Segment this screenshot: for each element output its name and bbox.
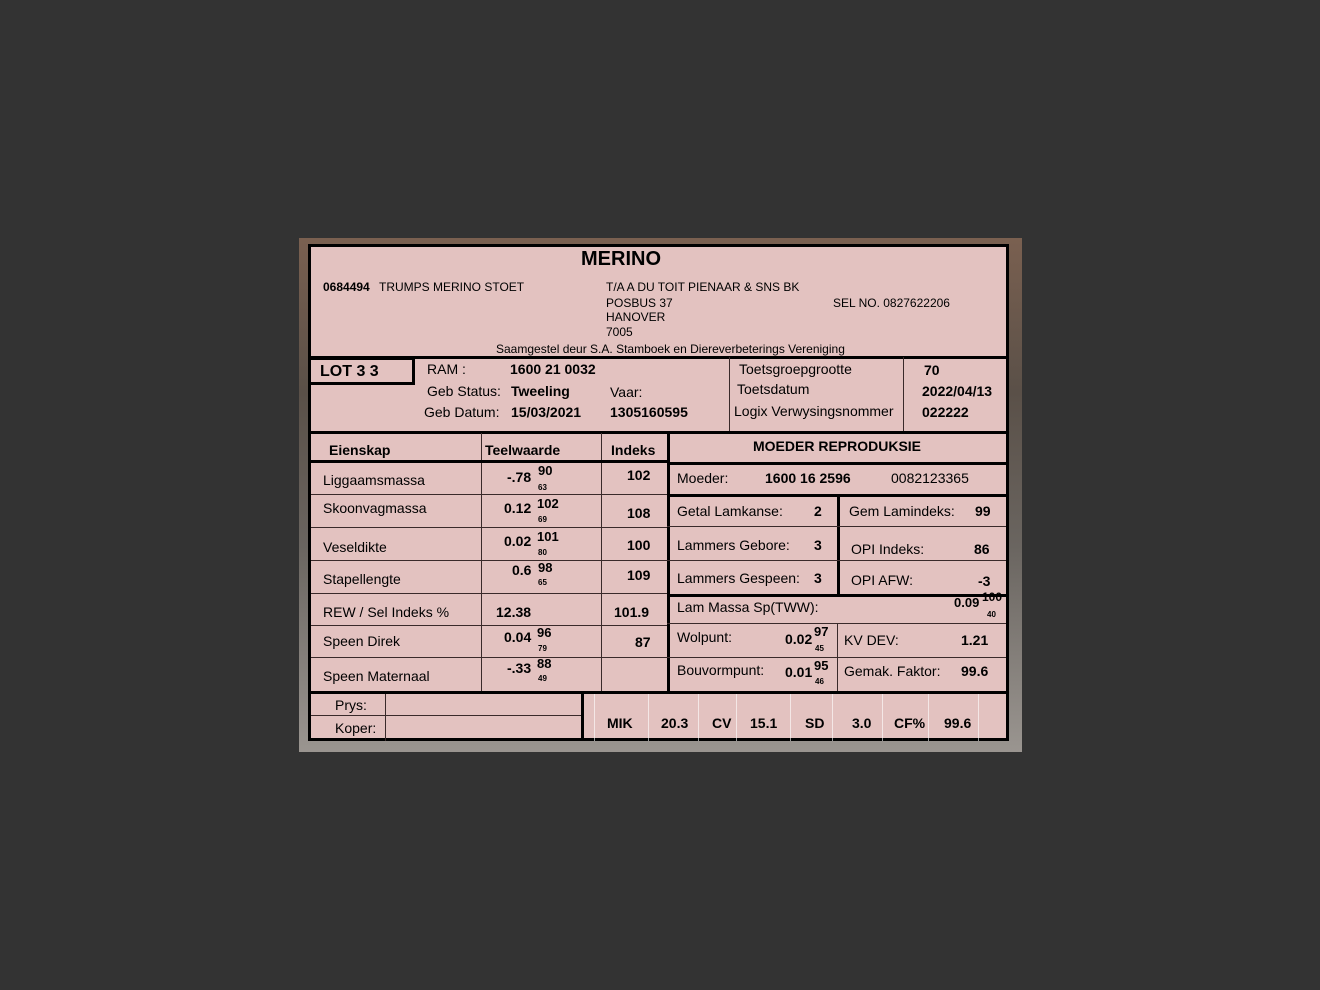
wool-stat-value: 3.0	[852, 715, 872, 731]
sire-label: Vaar:	[610, 384, 643, 400]
test-date-value: 2022/04/13	[922, 383, 993, 399]
trait-name: Skoonvagmassa	[323, 500, 427, 516]
owner-name: T/A A DU TOIT PIENAAR & SNS BK	[606, 280, 800, 294]
lambs-born-value: 3	[814, 537, 822, 553]
wool-point-superscript: 97	[814, 624, 829, 639]
trait-superscript: 96	[537, 625, 552, 640]
lamb-chances-value: 2	[814, 503, 822, 519]
reference-label: Logix Verwysingsnommer	[734, 403, 894, 419]
test-group-label: Toetsgroepgrootte	[739, 361, 852, 377]
lambs-weaned-value: 3	[814, 570, 822, 586]
conformation-point-value: 0.01	[785, 664, 813, 680]
trait-subscript: 65	[538, 578, 547, 587]
divider	[903, 357, 904, 431]
compiled-by: Saamgestel deur S.A. Stamboek en Diereverbeterings Vereniging	[496, 342, 845, 356]
sire-id: 1305160595	[610, 404, 688, 420]
opi-afw-value: -3	[978, 573, 991, 589]
avg-lamb-index-value: 99	[975, 503, 991, 519]
opi-afw-label: OPI AFW:	[851, 572, 913, 588]
trait-superscript: 90	[538, 463, 553, 478]
trait-header: Eienskap	[329, 442, 391, 458]
trait-subscript: 79	[538, 644, 547, 653]
value-header: Teelwaarde	[485, 442, 561, 458]
address-line-1: POSBUS 37	[606, 296, 673, 310]
wool-stat-value: 15.1	[750, 715, 778, 731]
lamb-mass-value: 0.09	[954, 595, 980, 610]
lamb-chances-label: Getal Lamkanse:	[677, 503, 783, 519]
ease-factor-value: 99.6	[961, 663, 989, 679]
trait-superscript: 98	[538, 560, 553, 575]
wool-point-label: Wolpunt:	[677, 629, 732, 645]
divider	[667, 462, 1006, 465]
test-date-label: Toetsdatum	[737, 381, 810, 397]
trait-subscript: 80	[538, 548, 547, 557]
conformation-point-superscript: 95	[814, 658, 829, 673]
kv-dev-value: 1.21	[961, 632, 989, 648]
trait-index: 102	[627, 467, 651, 483]
trait-value: -.78	[507, 469, 532, 485]
birth-status-label: Geb Status:	[427, 383, 501, 399]
trait-index: 100	[627, 537, 651, 553]
trait-superscript: 101	[537, 529, 559, 544]
lamb-mass-label: Lam Massa Sp(TWW):	[677, 599, 819, 615]
test-group-value: 70	[924, 362, 940, 378]
wool-point-value: 0.02	[785, 631, 813, 647]
mother-header: MOEDER REPRODUKSIE	[753, 438, 922, 454]
trait-index: 108	[627, 505, 651, 521]
trait-value: 0.6	[512, 562, 532, 578]
lot-card	[308, 244, 1009, 741]
lamb-mass-superscript: 100	[982, 590, 1003, 604]
trait-value: -.33	[507, 660, 532, 676]
mother-id: 1600 16 2596	[765, 470, 851, 486]
trait-name: Speen Maternaal	[323, 668, 430, 684]
trait-superscript: 88	[537, 656, 552, 671]
lot-box	[311, 357, 415, 385]
ram-id: 1600 21 0032	[510, 361, 596, 377]
lamb-mass-subscript: 40	[987, 610, 996, 619]
divider	[311, 431, 1006, 434]
trait-name: Stapellengte	[323, 571, 401, 587]
buyer-label: Koper:	[335, 720, 377, 736]
avg-lamb-index-label: Gem Lamindeks:	[849, 503, 955, 519]
wool-stat-value: 20.3	[661, 715, 689, 731]
postcode: 7005	[606, 325, 633, 339]
phone-number: SEL NO. 0827622206	[833, 296, 950, 310]
ease-factor-label: Gemak. Faktor:	[844, 663, 941, 679]
opi-index-label: OPI Indeks:	[851, 541, 925, 557]
price-label: Prys:	[335, 697, 367, 713]
reference-value: 022222	[922, 404, 969, 420]
breeder-name: TRUMPS MERINO STOET	[379, 280, 525, 294]
trait-subscript: 69	[538, 515, 547, 524]
birth-status-value: Tweeling	[511, 383, 570, 399]
trait-index: 101.9	[614, 604, 650, 620]
kv-dev-label: KV DEV:	[844, 632, 899, 648]
trait-value: 12.38	[496, 604, 532, 620]
trait-value: 0.12	[504, 500, 532, 516]
breeder-code: 0684494	[323, 280, 370, 294]
wool-point-subscript: 45	[815, 644, 824, 653]
wool-stats	[584, 694, 1006, 741]
conformation-point-label: Bouvormpunt:	[677, 662, 765, 678]
conformation-point-subscript: 46	[815, 677, 824, 686]
mother-ref: 0082123365	[891, 470, 969, 486]
lot-number: LOT 3 3	[320, 363, 379, 380]
wool-stat-label: MIK	[607, 715, 633, 731]
divider	[311, 356, 1006, 359]
trait-superscript: 102	[537, 496, 559, 511]
address-line-2: HANOVER	[606, 310, 666, 324]
birth-date-value: 15/03/2021	[511, 404, 582, 420]
trait-value: 0.04	[504, 629, 532, 645]
trait-name: Liggaamsmassa	[323, 472, 425, 488]
trait-name: Veseldikte	[323, 539, 387, 555]
index-header: Indeks	[611, 442, 656, 458]
wool-stat-label: SD	[805, 715, 825, 731]
mother-label: Moeder:	[677, 470, 729, 486]
birth-date-label: Geb Datum:	[424, 404, 500, 420]
ram-label: RAM :	[427, 361, 466, 377]
card-title: MERINO	[581, 248, 661, 270]
trait-index: 87	[635, 634, 651, 650]
divider	[729, 357, 730, 431]
lambs-weaned-label: Lammers Gespeen:	[677, 570, 800, 586]
wool-stat-label: CF%	[894, 715, 926, 731]
trait-name: Speen Direk	[323, 633, 401, 649]
trait-index: 109	[627, 567, 651, 583]
divider	[837, 494, 840, 596]
divider	[667, 431, 670, 691]
trait-value: 0.02	[504, 533, 532, 549]
divider	[311, 460, 667, 463]
trait-subscript: 49	[538, 674, 547, 683]
lambs-born-label: Lammers Gebore:	[677, 537, 790, 553]
wool-stat-label: CV	[712, 715, 732, 731]
trait-name: REW / Sel Indeks %	[323, 604, 450, 620]
trait-subscript: 63	[538, 483, 547, 492]
opi-index-value: 86	[974, 541, 990, 557]
wool-stat-value: 99.6	[944, 715, 972, 731]
